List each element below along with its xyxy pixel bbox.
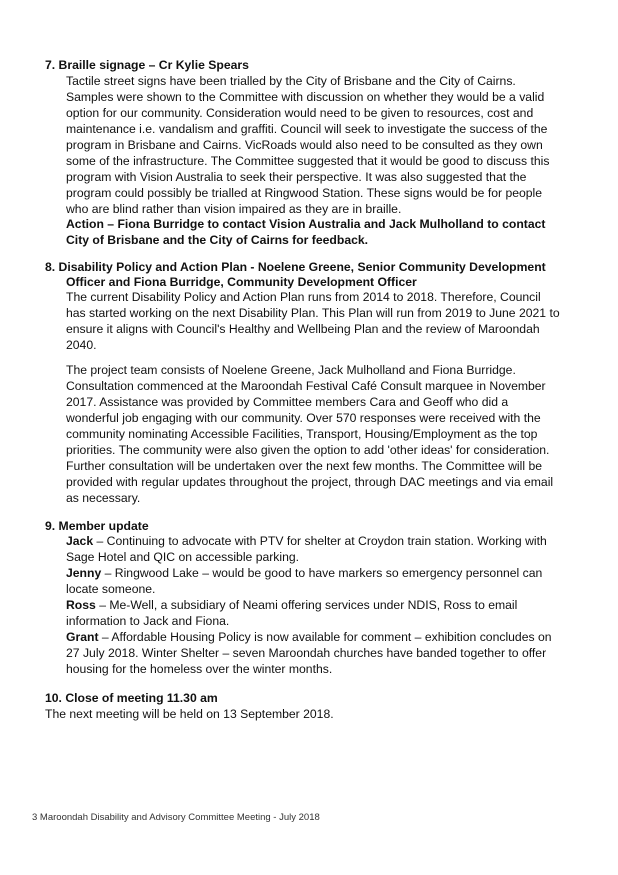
update-line [66,533,552,549]
text-line: community nominating Accessible Facilities, Transport, Housing/Employment as the top [66,427,538,441]
action-line: Action – Fiona Burridge to contact Vision Australia and Jack Mulholland to contact [66,217,546,231]
section-10-heading: 10. Close of meeting 11.30 am [45,691,218,705]
text-line: maintenance i.e. vandalism and graffiti. Council will seek to investigate the success of the [66,122,548,136]
text-line: some of the infrastructure. The Committee suggested that it would be good to discuss this [66,154,550,168]
update-line: Sage Hotel and QIC on accessible parking. [66,550,300,564]
member-name: Ross [66,598,96,612]
text-line: priorities. The community were also given the option to add 'other ideas' for consideration. [66,443,550,457]
section-7-heading: 7. Braille signage – Cr Kylie Spears [45,58,249,72]
text-line: program in Brisbane and Cairns. VicRoads would also need to be consulted as they own [66,138,543,152]
update-line: information to Jack and Fiona. [66,614,230,628]
member-name: Jack [66,534,94,548]
text-line: Samples were shown to the Committee with discussion on whether they would be a valid [66,90,545,104]
page-footer: 3 Maroondah Disability and Advisory Committee Meeting - July 2018 [32,812,320,823]
section-8-heading: 8. Disability Policy and Action Plan - Noelene Greene, Senior Community Development [45,260,546,274]
text-line: as necessary. [66,491,141,505]
update-text: – Affordable Housing Policy is now available for comment – exhibition concludes on [101,630,552,644]
text-line: wonderful job engaging with our community. Over 570 responses were received with the [66,411,541,425]
section-10-body: The next meeting will be held on 13 September 2018. [45,707,334,721]
update-line [66,597,552,613]
update-line: housing for the homeless over the winter months. [66,662,333,676]
text-line: option for our community. Consideration would need to be given to resources, cost and [66,106,534,120]
text-line: Further consultation will be undertaken over the next few months. The Committee will be [66,459,542,473]
member-name: Jenny [66,566,102,580]
text-line: who are blind rather than vision impaired as they are in braille. [66,202,402,216]
text-line: ensure it aligns with Council's Healthy and Wellbeing Plan and the review of Maroondah [66,322,540,336]
text-line: The current Disability Policy and Action Plan runs from 2014 to 2018. Therefore, Council [66,290,541,304]
text-line: 2040. [66,338,97,352]
action-line: City of Brisbane and the City of Cairns for feedback. [66,233,369,247]
text-line: has started working on the next Disability Plan. This Plan will run from 2019 to June 2021 to [66,306,560,320]
update-text: – Me-Well, a subsidiary of Neami offering services under NDIS, Ross to email [99,598,518,612]
text-line: Consultation commenced at the Maroondah Festival Café Consult marquee in November [66,379,546,393]
text-line: Tactile street signs have been trialled by the City of Brisbane and the City of Cairns. [66,74,516,88]
text-line: program with Vision Australia to seek their perspective. It was also suggested that the [66,170,527,184]
member-name: Grant [66,630,99,644]
update-line [66,565,552,581]
section-8-heading-cont: Officer and Fiona Burridge, Community Development Officer [66,275,417,289]
section-8-para-2 [66,362,553,506]
text-line: The project team consists of Noelene Greene, Jack Mulholland and Fiona Burridge. [66,363,516,377]
section-9-updates [66,533,552,677]
section-7-body [66,73,549,217]
update-line [66,629,552,645]
update-line: locate someone. [66,582,156,596]
section-9-heading: 9. Member update [45,519,149,533]
text-line: 2017. Assistance was provided by Committee members Cara and Geoff who did a [66,395,509,409]
section-7-action [66,216,545,248]
update-text: – Continuing to advocate with PTV for shelter at Croydon train station. Working with [96,534,547,548]
update-text: – Ringwood Lake – would be good to have markers so emergency personnel can [104,566,543,580]
section-8-para-1 [66,289,560,353]
text-line: program could possibly be trialled at Ringwood Station. These signs would be for people [66,186,543,200]
text-line: provided with regular updates throughout the project, through DAC meetings and via email [66,475,554,489]
update-line: 27 July 2018. Winter Shelter – seven Maroondah churches have banded together to offer [66,646,547,660]
